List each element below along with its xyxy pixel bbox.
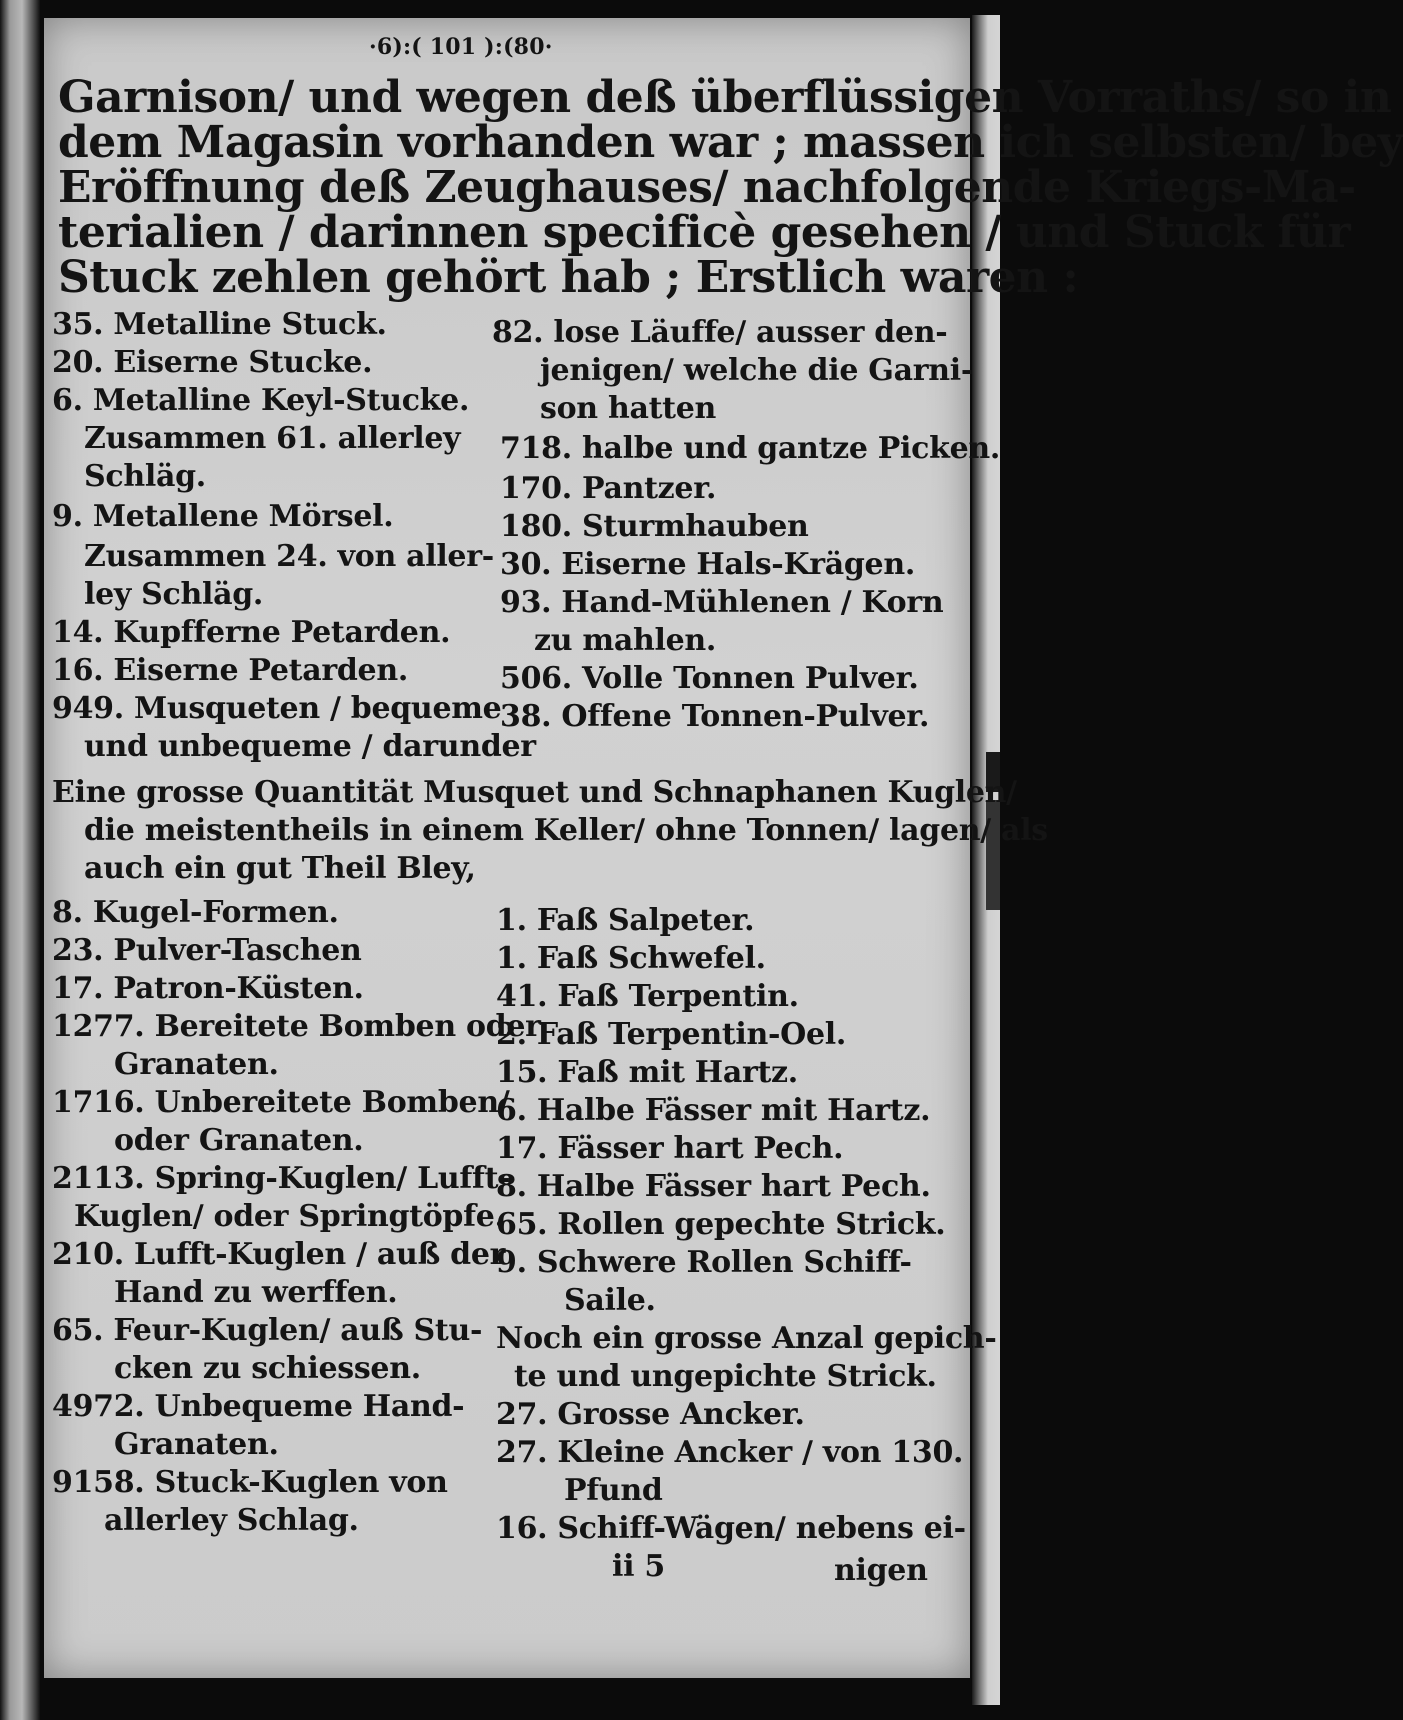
running-head: ·6):( 101 ):(80·: [369, 34, 553, 60]
inventory-item-left: 20. Eiserne Stucke.: [52, 345, 373, 380]
inventory-item-right: 30. Eiserne Hals-Krägen.: [500, 547, 915, 582]
body-line: Eröffnung deß Zeughauses/ nachfolgende Kriegs-Ma-: [58, 162, 1356, 213]
inventory-item-left: Kuglen/ oder Springtöpfe.: [74, 1199, 505, 1234]
body-line: terialien / darinnen specificè gesehen / und Stuck für: [58, 207, 1351, 258]
inventory-item-left: allerley Schlag.: [104, 1503, 359, 1538]
inventory-item-right: 15. Faß mit Hartz.: [496, 1055, 798, 1090]
inventory-item-right: Saile.: [564, 1283, 656, 1318]
inventory-item-left: 949. Musqueten / bequeme: [52, 691, 502, 726]
inventory-item-left: Zusammen 24. von aller-: [84, 539, 494, 574]
inventory-item-right: te und ungepichte Strick.: [514, 1359, 937, 1394]
inventory-item-left: 9. Metallene Mörsel.: [52, 499, 394, 534]
inventory-item-right: zu mahlen.: [534, 623, 717, 658]
inventory-item-left: Granaten.: [114, 1047, 279, 1082]
inventory-item-left: Granaten.: [114, 1427, 279, 1462]
middle-line: Eine grosse Quantität Musquet und Schnaphanen Kuglen/: [52, 775, 1017, 810]
inventory-item-left: 14. Kupfferne Petarden.: [52, 615, 451, 650]
inventory-item-right: 170. Pantzer.: [500, 471, 717, 506]
inventory-item-left: 9158. Stuck-Kuglen von: [52, 1465, 448, 1500]
inventory-item-left: 210. Lufft-Kuglen / auß der: [52, 1237, 506, 1272]
inventory-item-right: 718. halbe und gantze Picken.: [500, 431, 1001, 466]
facing-page-edge-left: [0, 0, 40, 1720]
inventory-item-left: Zusammen 61. allerley: [84, 421, 461, 456]
body-line: Stuck zehlen gehört hab ; Erstlich waren :: [58, 252, 1079, 303]
inventory-item-left: 16. Eiserne Petarden.: [52, 653, 408, 688]
inventory-item-right: 65. Rollen gepechte Strick.: [496, 1207, 946, 1242]
inventory-item-left: 65. Feur-Kuglen/ auß Stu-: [52, 1313, 483, 1348]
inventory-item-left: 35. Metalline Stuck.: [52, 307, 387, 342]
inventory-item-right: 16. Schiff-Wägen/ nebens ei-: [496, 1511, 966, 1546]
inventory-item-left: 6. Metalline Keyl-Stucke.: [52, 383, 470, 418]
inventory-item-right: 506. Volle Tonnen Pulver.: [500, 661, 919, 696]
inventory-item-left: Hand zu werffen.: [114, 1275, 398, 1310]
inventory-item-left: oder Granaten.: [114, 1123, 364, 1158]
middle-line: die meistentheils in einem Keller/ ohne Tonnen/ lagen/ als: [84, 813, 1048, 848]
inventory-item-right: 8. Halbe Fässer hart Pech.: [496, 1169, 931, 1204]
inventory-item-right: 180. Sturmhauben: [500, 509, 809, 544]
body-line: Garnison/ und wegen deß überflüssigen Vorraths/ so in: [58, 72, 1392, 123]
signature-mark: ii 5: [612, 1549, 665, 1584]
inventory-item-right: 27. Grosse Ancker.: [496, 1397, 805, 1432]
inventory-item-right: Noch ein grosse Anzal gepich-: [496, 1321, 997, 1356]
inventory-item-right: 17. Fässer hart Pech.: [496, 1131, 844, 1166]
inventory-item-left: 8. Kugel-Formen.: [52, 895, 339, 930]
middle-line: auch ein gut Theil Bley,: [84, 851, 476, 886]
inventory-item-left: Schläg.: [84, 459, 206, 494]
inventory-item-right: 38. Offene Tonnen-Pulver.: [500, 699, 930, 734]
inventory-item-right: 41. Faß Terpentin.: [496, 979, 799, 1014]
inventory-item-left: 4972. Unbequeme Hand-: [52, 1389, 465, 1424]
inventory-item-right: jenigen/ welche die Garni-: [540, 353, 973, 388]
body-line: dem Magasin vorhanden war ; massen ich selbsten/ bey: [58, 117, 1403, 168]
inventory-item-left: 23. Pulver-Taschen: [52, 933, 362, 968]
inventory-item-left: 2113. Spring-Kuglen/ Lufft-: [52, 1161, 511, 1196]
inventory-item-right: 2. Faß Terpentin-Oel.: [496, 1017, 847, 1052]
inventory-item-right: 82. lose Läuffe/ ausser den-: [492, 315, 948, 350]
inventory-item-right: son hatten: [540, 391, 717, 426]
inventory-item-left: 17. Patron-Küsten.: [52, 971, 364, 1006]
inventory-item-right: 9. Schwere Rollen Schiff-: [496, 1245, 912, 1280]
page-sheet: [44, 18, 1403, 1678]
inventory-item-right: 1. Faß Schwefel.: [496, 941, 766, 976]
inventory-item-left: 1716. Unbereitete Bomben/: [52, 1085, 510, 1120]
inventory-item-right: 27. Kleine Ancker / von 130.: [496, 1435, 964, 1470]
inventory-item-left: ley Schläg.: [84, 577, 264, 612]
inventory-item-right: 93. Hand-Mühlenen / Korn: [500, 585, 944, 620]
inventory-item-right: Pfund: [564, 1473, 663, 1508]
inventory-item-left: cken zu schiessen.: [114, 1351, 421, 1386]
inventory-item-right: 6. Halbe Fässer mit Hartz.: [496, 1093, 931, 1128]
catchword: nigen: [834, 1553, 928, 1588]
inventory-item-left: 1277. Bereitete Bomben oder: [52, 1009, 541, 1044]
inventory-item-left: und unbequeme / darunder: [84, 729, 536, 764]
inventory-item-right: 1. Faß Salpeter.: [496, 903, 755, 938]
